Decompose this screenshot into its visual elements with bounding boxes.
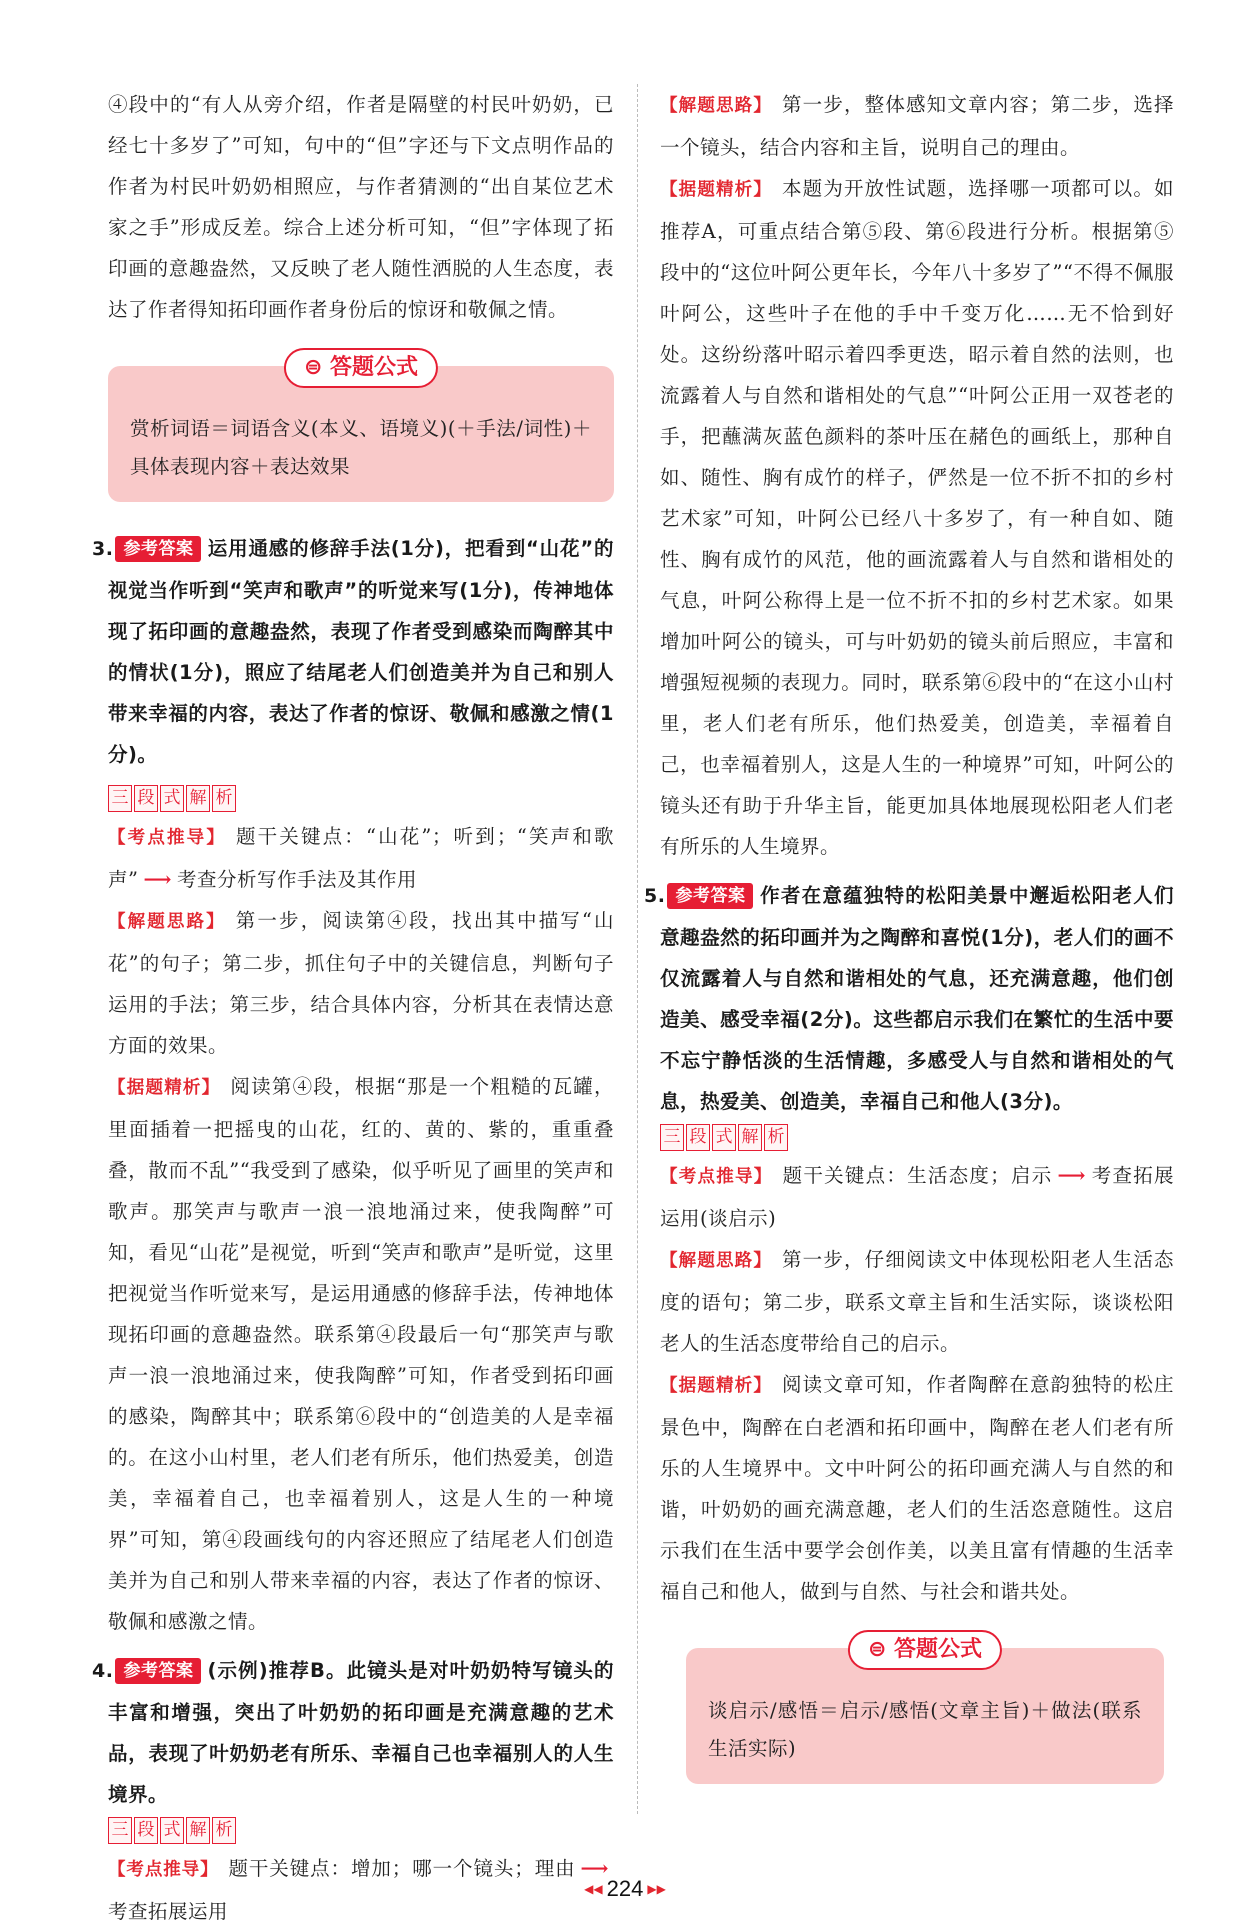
answer-tag: 参考答案 — [667, 883, 753, 909]
q3-jingxi: 【据题精析】 阅读第④段，根据“那是一个粗糙的瓦罐，里面插着一把摇曳的山花，红的、黄的、紫的，重重叠叠，散而不乱”“我受到了感染，似乎听见了画里的笑声和歌声。那笑声与歌声一浪一浪地涌过来，使我陶醉”可知，看见“山花”是视觉，听到“笑声和歌声”是听觉，这里把视觉当作听觉来写，是运用通感的修辞手法，传神地体现拓印画的意趣盎然。联系第④段最后一句“那笑声与歌声一浪一浪地涌过来，使我陶醉”可知，作者受到拓印画的感染，陶醉其中；联系第⑥段中的“创造美的人是幸福的。在这小山村里，老人们老有所乐，他们热爱美，创造美，幸福着自己，也幸福着别人，这是人生的一种境界”可知，第④段画线句的内容还照应了结尾老人们创造美并为自己和别人带来幸福的内容，表达了作者的惊讶、敬佩和感激之情。 — [108, 1075, 614, 1633]
q3-kaodian: 【考点推导】 题干关键点：“山花”；听到；“笑声和歌声” ⟶ 考查分析写作手法及其作用 — [108, 825, 614, 891]
formula-box-1 — [108, 355, 614, 502]
arrow-icon: ⟶ — [143, 868, 172, 891]
right-column — [644, 84, 1174, 1784]
formula-text-1: 赏析词语＝词语含义(本义、语境义)(＋手法/词性)＋具体表现内容＋表达效果 — [130, 417, 592, 478]
q4-answer: 4. 参考答案 (示例)推荐B。此镜头是对叶奶奶特写镜头的丰富和增强，突出了叶奶奶的拓印画是充满意趣的艺术品，表现了叶奶奶老有所乐、幸福自己也幸福别人的人生境界。 — [92, 1659, 614, 1806]
arrow-icon: ⟶ — [1057, 1164, 1086, 1187]
page-footer — [0, 1876, 1250, 1902]
stack-icon: ⊜ — [303, 355, 331, 380]
prev-arrows-icon: ◀◀ — [584, 1882, 603, 1896]
formula-text-2: 谈启示/感悟＝启示/感悟(文章主旨)＋做法(联系生活实际) — [708, 1699, 1142, 1760]
answer-tag: 参考答案 — [115, 536, 201, 562]
left-column — [92, 84, 614, 1932]
q5-answer: 5. 参考答案 作者在意蕴独特的松阳美景中邂逅松阳老人们意趣盎然的拓印画并为之陶醉和喜悦(1分)，老人们的画不仅流露着人与自然和谐相处的气息，还充满意趣，他们创造美、感受幸福(2分)。这些都启示我们在繁忙的生活中要不忘宁静恬淡的生活情趣，多感受人与自然和谐相处的气息，热爱美、创造美，幸福自己和他人(3分)。 — [644, 884, 1174, 1113]
q5-jingxi: 【据题精析】 阅读文章可知，作者陶醉在意韵独特的松庄景色中，陶醉在白老酒和拓印画中，陶醉在老人们老有所乐的人生境界中。文中叶阿公的拓印画充满人与自然的和谐，叶奶奶的画充满意趣，老人们的生活恣意随性。这启示我们在生活中要学会创作美，以美且富有情趣的生活幸福自己和他人，做到与自然、与社会和谐共处。 — [660, 1373, 1174, 1603]
sanduan-header: 三 段 式 解 析 — [108, 785, 238, 812]
page-number: 224 — [606, 1876, 644, 1901]
q4-kaodian: 【考点推导】 题干关键点：增加；哪一个镜头；理由 ⟶考查拓展运用 — [108, 1857, 609, 1923]
q3-answer: 3. 参考答案 运用通感的修辞手法(1分)，把看到“山花”的视觉当作听到“笑声和歌声”的听觉来写(1分)，传神地体现了拓印画的意趣盎然，表现了作者受到感染而陶醉其中的情状(1分)，照应了结尾老人们创造美并为自己和别人带来幸福的内容，表达了作者的惊讶、敬佩和感激之情(1分)。 — [92, 537, 614, 766]
q4-jingxi: 【据题精析】 本题为开放性试题，选择哪一项都可以。如推荐A，可重点结合第⑤段、第⑥段进行分析。根据第⑤段中的“这位叶阿公更年长，今年八十多岁了”“不得不佩服叶阿公，这些叶子在他的手中千变万化……无不恰到好处。这纷纷落叶昭示着四季更迭，昭示着自然的法则，也流露着人与自然和谐相处的气息”“叶阿公正用一双苍老的手，把蘸满灰蓝色颜料的茶叶压在赭色的画纸上，那种自如、随性、胸有成竹的样子，俨然是一位不折不扣的乡村艺术家”可知，叶阿公已经八十多岁了，有一种自如、随性、胸有成竹的风范，他的画流露着人与自然和谐相处的气息，叶阿公称得上是一位不折不扣的乡村艺术家。如果增加叶阿公的镜头，可与叶奶奶的镜头前后照应，丰富和增强短视频的表现力。同时，联系第⑥段中的“在这小山村里，老人们老有所乐，他们热爱美，创造美，幸福着自己，也幸福着别人，这是人生的一种境界”可知，叶阿公的镜头还有助于升华主旨，能更加具体地展现松阳老人们老有所乐的人生境界。 — [660, 177, 1174, 858]
formula-box-2 — [686, 1637, 1164, 1784]
arrow-icon: ⟶ — [580, 1857, 609, 1880]
q5-kaodian: 【考点推导】 题干关键点：生活态度；启示 ⟶ 考查拓展运用(谈启示) — [660, 1164, 1174, 1230]
intro-paragraph: ④段中的“有人从旁介绍，作者是隔壁的村民叶奶奶，已经七十多岁了”可知，句中的“但”字还与下文点明作品的作者为村民叶奶奶相照应，与作者猜测的“出自某位艺术家之手”形成反差。综合上述分析可知，“但”字体现了拓印画的意趣盎然，又反映了老人随性洒脱的人生态度，表达了作者得知拓印画作者身份后的惊讶和敬佩之情。 — [108, 93, 614, 321]
q4-silu: 【解题思路】 第一步，整体感知文章内容；第二步，选择一个镜头，结合内容和主旨，说明自己的理由。 — [660, 93, 1174, 159]
stack-icon: ⊜ — [867, 1637, 895, 1662]
answer-tag: 参考答案 — [115, 1658, 201, 1684]
q5-silu: 【解题思路】 第一步，仔细阅读文中体现松阳老人生活态度的语句；第二步，联系文章主旨和生活实际，谈谈松阳老人的生活态度带给自己的启示。 — [660, 1248, 1174, 1355]
column-divider — [637, 84, 638, 1814]
sanduan-header: 三 段 式 解 析 — [660, 1124, 790, 1151]
formula-title-2: ⊜ 答题公式 — [848, 1630, 1002, 1670]
sanduan-header: 三 段 式 解 析 — [108, 1817, 238, 1844]
q3-silu: 【解题思路】 第一步，阅读第④段，找出其中描写“山花”的句子；第二步，抓住句子中的关键信息，判断句子运用的手法；第三步，结合具体内容，分析其在表情达意方面的效果。 — [108, 909, 614, 1057]
next-arrows-icon: ▶▶ — [647, 1882, 666, 1896]
formula-title-1: ⊜ 答题公式 — [284, 348, 438, 388]
